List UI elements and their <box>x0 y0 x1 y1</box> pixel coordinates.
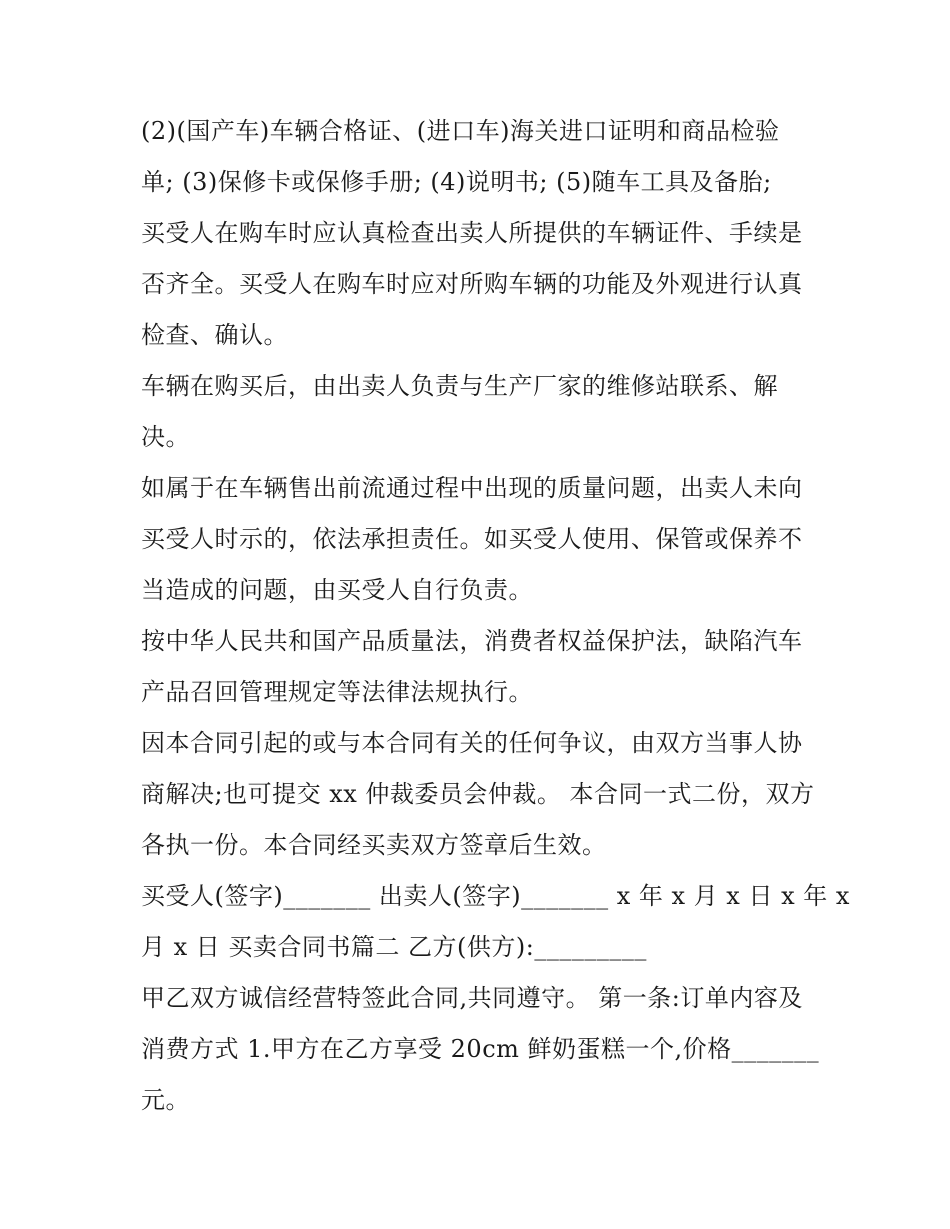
text-line: 因本合同引起的或与本合同有关的任何争议，由双方当事人协 <box>141 729 803 757</box>
text-line: 买受人(签字)_______ 出卖人(签字)_______ x 年 x 月 x 日 x 年 x <box>141 882 850 910</box>
text-line: 各执一份。本合同经买卖双方签章后生效。 <box>141 831 607 859</box>
text-line: 按中华人民共和国产品质量法，消费者权益保护法，缺陷汽车 <box>141 627 803 655</box>
text-line: 甲乙双方诚信经营特签此合同,共同遵守。 第一条:订单内容及 <box>141 984 803 1012</box>
document-body <box>141 106 850 1126</box>
text-line: 月 x 日 买卖合同书篇二 乙方(供方):_________ <box>141 933 647 961</box>
text-line: 买受人时示的，依法承担责任。如买受人使用、保管或保养不 <box>141 525 803 553</box>
text-line: 买受人在购车时应认真检查出卖人所提供的车辆证件、手续是 <box>141 219 803 247</box>
text-line: 如属于在车辆售出前流通过程中出现的质量问题，出卖人未向 <box>141 474 803 502</box>
text-line: 检查、确认。 <box>141 321 288 349</box>
text-line: 否齐全。买受人在购车时应对所购车辆的功能及外观进行认真 <box>141 270 803 298</box>
text-line: 决。 <box>141 423 190 451</box>
text-line: 产品召回管理规定等法律法规执行。 <box>141 678 533 706</box>
text-line: (2)(国产车)车辆合格证、(进口车)海关进口证明和商品检验 <box>141 117 780 145</box>
text-line: 单; (3)保修卡或保修手册; (4)说明书; (5)随车工具及备胎; <box>141 168 772 196</box>
text-line: 商解决;也可提交 xx 仲裁委员会仲裁。 本合同一式二份，双方 <box>141 780 815 808</box>
text-line: 车辆在购买后，由出卖人负责与生产厂家的维修站联系、解 <box>141 372 778 400</box>
text-line: 元。 <box>141 1086 190 1114</box>
text-line: 消费方式 1.甲方在乙方享受 20cm 鲜奶蛋糕一个,价格_______ <box>141 1035 820 1063</box>
text-line: 当造成的问题，由买受人自行负责。 <box>141 576 533 604</box>
